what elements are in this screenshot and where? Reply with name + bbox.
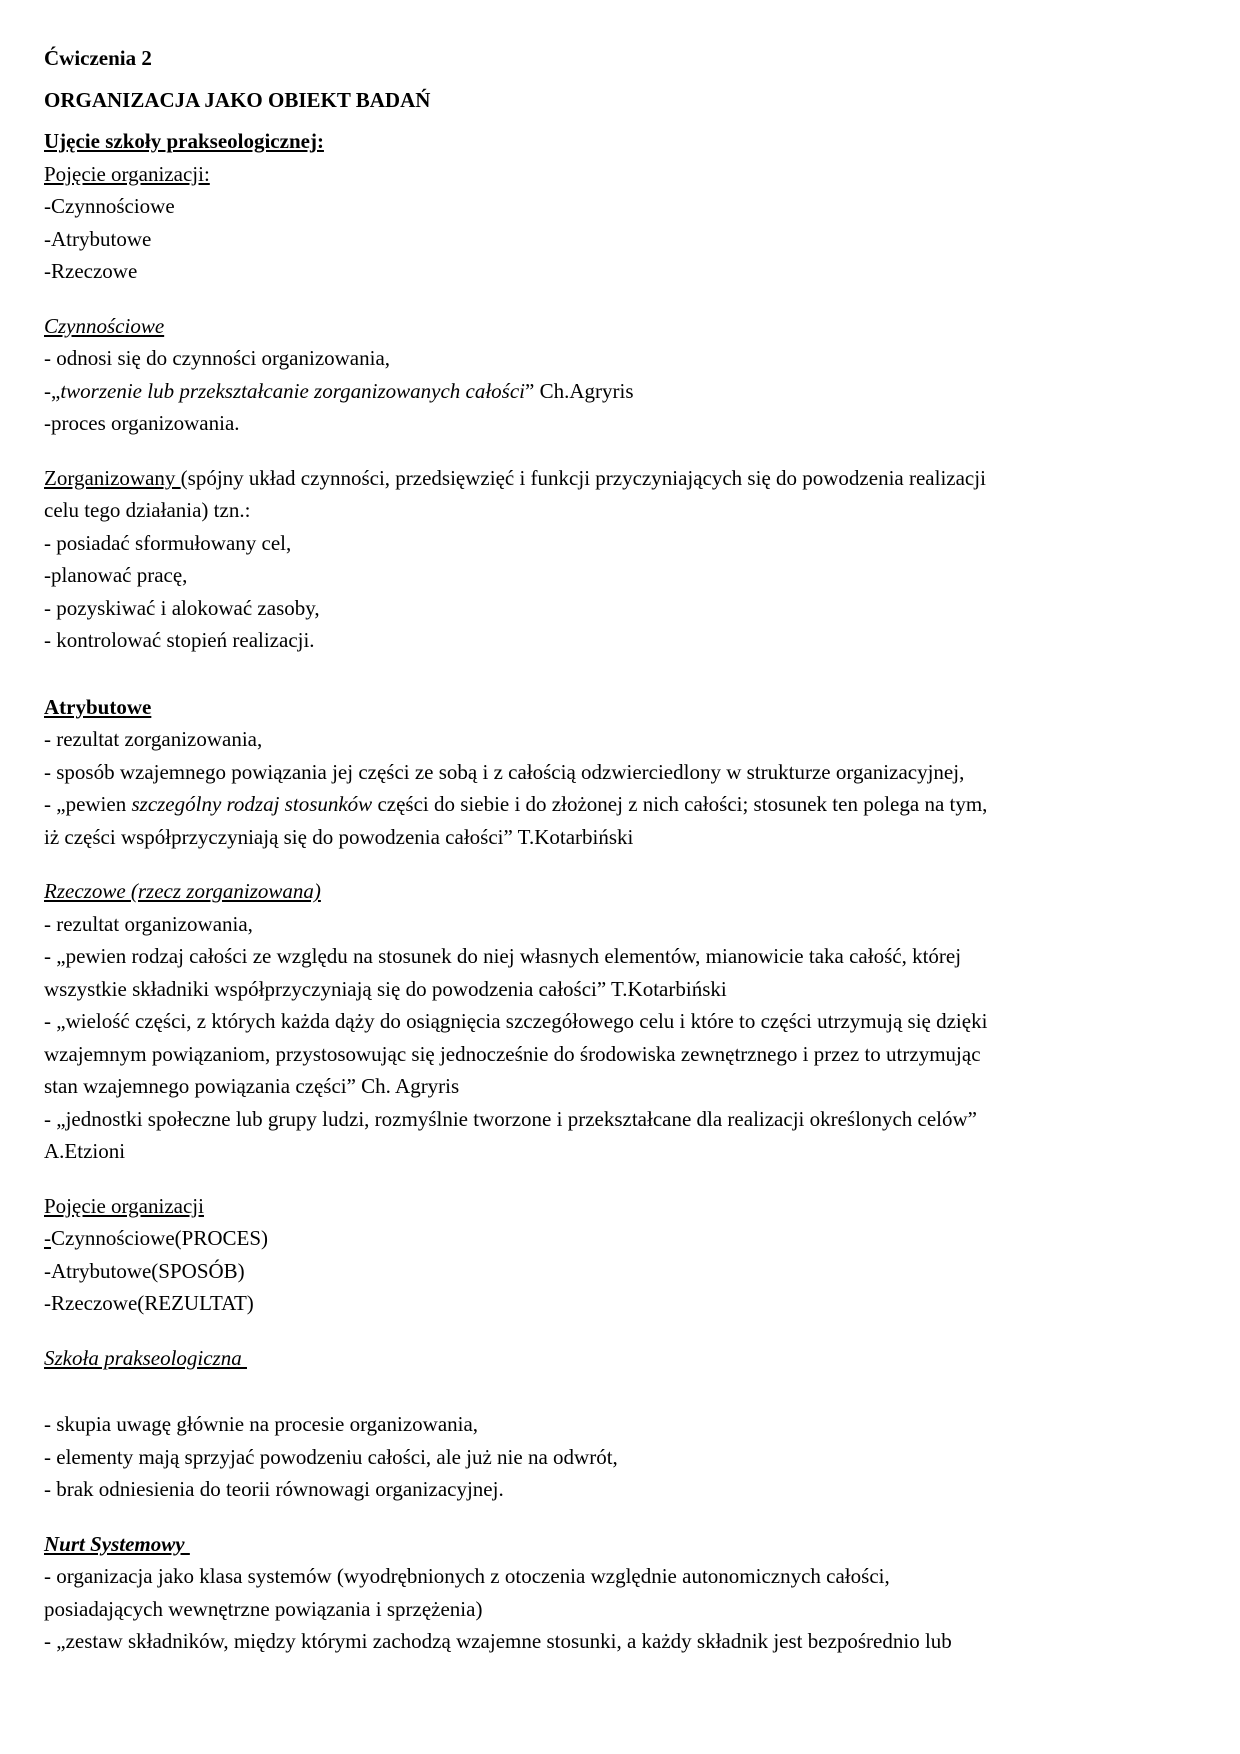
subheading-organization-concept: Pojęcie organizacji:: [44, 161, 210, 186]
text-line: -proces organizowania.: [44, 411, 240, 435]
list-item: -Rzeczowe: [44, 259, 138, 283]
list-item: -planować pracę,: [44, 563, 188, 587]
text-line: iż części współprzyczyniają się do powodzenia całości” T.Kotarbiński: [44, 824, 634, 849]
list-item: - skupia uwagę głównie na procesie organizowania,: [44, 1412, 479, 1436]
list-item-text: Czynnościowe(PROCES): [51, 1226, 268, 1250]
section-title-organization-concept: Pojęcie organizacji: [44, 1193, 204, 1218]
document-title: Ćwiczenia 2: [44, 46, 152, 70]
list-item: - brak odniesienia do teorii równowagi organizacyjnej.: [44, 1477, 504, 1501]
quote-line: [44, 375, 1174, 408]
quote-start: - „pewien: [44, 792, 132, 816]
main-heading: ORGANIZACJA JAKO OBIEKT BADAŃ: [44, 87, 431, 112]
list-item: - elementy mają sprzyjać powodzeniu całości, ale już nie na odwrót,: [44, 1444, 618, 1469]
text-line: - „jednostki społeczne lub grupy ludzi, rozmyślnie tworzone i przekształcane dla realizacji określonych celów”: [44, 1106, 977, 1131]
list-item: -Atrybutowe: [44, 226, 152, 251]
text-line: wszystkie składniki współprzyczyniają się do powodzenia całości” T.Kotarbiński: [44, 976, 727, 1001]
list-item: [44, 1222, 1174, 1255]
list-item: -Atrybutowe(SPOSÓB): [44, 1258, 245, 1283]
term-organized: Zorganizowany: [44, 465, 181, 490]
list-item: - posiadać sformułowany cel,: [44, 530, 292, 555]
quote-line: [44, 788, 1174, 821]
text-line: wzajemnym powiązaniom, przystosowując się jednocześnie do środowiska zewnętrznego i przez to utrzymując: [44, 1041, 981, 1066]
quote-text: tworzenie lub przekształcanie zorganizowanych całości: [60, 378, 526, 403]
text-line: - rezultat organizowania,: [44, 911, 253, 936]
text-line: - „zestaw składników, między którymi zachodzą wzajemne stosunki, a każdy składnik jest bezpośrednio lub: [44, 1629, 952, 1653]
section-title-systemic: Nurt Systemowy: [44, 1531, 190, 1556]
section-title-praxeological: Ujęcie szkoły prakseologicznej:: [44, 129, 324, 153]
term-description: (spójny układ czynności, przedsięwzięć i funkcji przyczyniających się do powodzenia realizacji: [180, 465, 986, 490]
text-line: - sposób wzajemnego powiązania jej części ze sobą i z całością odzwierciedlony w strukturze organizacyjnej,: [44, 759, 965, 784]
section-title-praxeological-school: Szkoła prakseologiczna: [44, 1345, 247, 1370]
quote-author: ” Ch.Agryris: [525, 378, 634, 403]
text-line: stan wzajemnego powiązania części” Ch. Agryris: [44, 1074, 460, 1098]
definition-line: [44, 462, 1174, 495]
text-line: - odnosi się do czynności organizowania,: [44, 346, 391, 370]
text-line: - rezultat zorganizowania,: [44, 727, 263, 751]
text-line: - „wielość części, z których każda dąży do osiągnięcia szczegółowego celu i które to części utrzymują się dzięki: [44, 1009, 988, 1033]
document-page: [44, 42, 1174, 1658]
quote-emphasis: szczególny rodzaj stosunków: [131, 792, 373, 816]
list-item: - kontrolować stopień realizacji.: [44, 628, 315, 652]
quote-rest: części do siebie i do złożonej z nich całości; stosunek ten polega na tym,: [372, 792, 988, 816]
list-item: -Czynnościowe: [44, 194, 175, 218]
text-line: celu tego działania) tzn.:: [44, 498, 251, 522]
section-title-functional: Czynnościowe: [44, 313, 165, 338]
quote-open: -„: [44, 378, 61, 403]
list-item: - pozyskiwać i alokować zasoby,: [44, 595, 320, 620]
list-dash: -: [44, 1226, 51, 1250]
section-title-attributive: Atrybutowe: [44, 694, 152, 719]
text-line: posiadających wewnętrzne powiązania i sprzężenia): [44, 1596, 483, 1621]
section-title-material: Rzeczowe (rzecz zorganizowana): [44, 879, 321, 903]
text-line: - „pewien rodzaj całości ze względu na stosunek do niej własnych elementów, mianowicie taka całość, której: [44, 944, 962, 968]
list-item: -Rzeczowe(REZULTAT): [44, 1291, 254, 1315]
text-line: A.Etzioni: [44, 1139, 126, 1163]
text-line: - organizacja jako klasa systemów (wyodrębnionych z otoczenia względnie autonomicznych całości,: [44, 1564, 890, 1588]
